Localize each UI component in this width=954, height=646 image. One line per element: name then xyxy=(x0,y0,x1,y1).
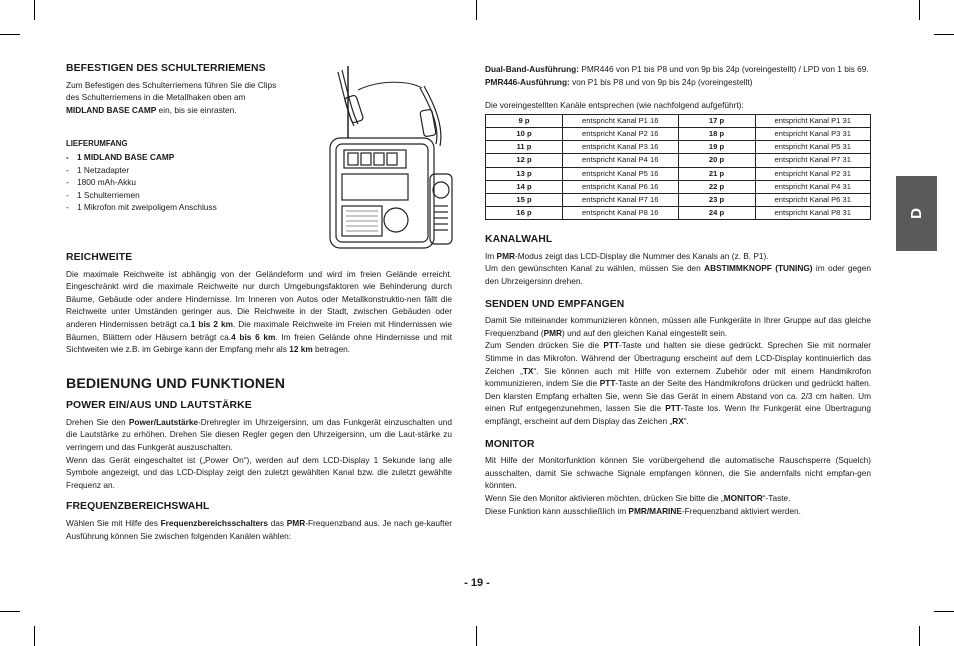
channel-select-heading: KANALWAHL xyxy=(485,234,553,246)
channel-number-cell: 18 p xyxy=(678,127,755,140)
send-text xyxy=(485,314,871,339)
crop-mark xyxy=(0,611,20,612)
section-tab xyxy=(896,176,937,251)
table-row xyxy=(486,127,871,140)
channel-text-2 xyxy=(485,262,871,287)
table-row xyxy=(486,180,871,193)
text-run: “-Taste. xyxy=(762,492,791,503)
text-run: -Modus zeigt das LCD-Display die Nummer des Kanals an (z. B. P1). xyxy=(514,250,769,261)
text-run: . Im freien Gelände ohne Hindernisse und mit Sichtweiten wie z.B. im Gebirge kann der Empfang mehr als xyxy=(66,331,453,355)
crop-mark xyxy=(34,626,35,646)
pmr-version-text xyxy=(485,76,871,89)
channel-mapping-cell: entspricht Kanal P3 31 xyxy=(755,127,871,140)
text-bold: 4 bis 6 km xyxy=(231,331,276,342)
text-run: Im xyxy=(485,250,497,261)
text-run: Zum Senden drücken Sie die xyxy=(485,340,604,351)
channel-number-cell: 11 p xyxy=(486,141,563,154)
channel-number-cell: 19 p xyxy=(678,141,755,154)
delivery-list xyxy=(66,151,452,214)
crop-mark xyxy=(34,0,35,20)
list-item: - 1 MIDLAND BASE CAMP xyxy=(66,151,452,164)
text-bold: Dual-Band-Ausführung: xyxy=(485,64,580,74)
send-text-2 xyxy=(485,339,871,427)
preset-intro: Die voreingestellten Kanäle entsprechen (wie nachfolgend aufgeführt): xyxy=(485,100,744,111)
power-text-2: Wenn das Gerät eingeschaltet ist („Power On“), werden auf dem LCD-Display 1 Sekunde lang alle Symbole angezeigt, und das LCD-Display zeigt den zuletzt gewählten Kanal bzw. die zuletzt gewählte Frequenz an. xyxy=(66,454,452,490)
power-text xyxy=(66,416,452,454)
text-bold: PTT xyxy=(665,403,681,414)
channel-number-cell: 10 p xyxy=(486,127,563,140)
crop-mark xyxy=(476,0,477,20)
shoulder-strap-line xyxy=(66,104,306,117)
channel-mapping-cell: entspricht Kanal P6 31 xyxy=(755,193,871,206)
channel-number-cell: 22 p xyxy=(678,180,755,193)
text-run: ) und auf den gleichen Kanal eingestellt sein. xyxy=(562,327,728,338)
shoulder-strap-line: des Schulterriemens in die Metallhaken oben am xyxy=(66,92,246,103)
list-item: - 1 Netzadapter xyxy=(66,164,452,177)
table-row xyxy=(486,154,871,167)
text-run: Die maximale Reichweite ist abhängig von der Geländeform und wird im freien Gelände erreicht. Eingeschränkt wird die maximale Reichweite nur durch Umgebungsfaktoren wie Behinderung durch Bäume, Gebäude oder andere Hindernisse. Im Inneren von Autos oder Metallkonstruktio-nen fällt die Reichweite unter Umständen geringer aus. Die Reichweite in der Stadt, zwischen Gebäuden oder anderen Hindernissen beträgt ca. xyxy=(66,268,452,329)
text-run: im oder gegen den Uhrzeigersinn drehen. xyxy=(485,263,871,287)
operation-heading: BEDIENUNG UND FUNKTIONEN xyxy=(66,375,286,392)
text-run: -Frequenzband aus. Je nach ge-kaufter Ausführung können Sie zwischen folgenden Kanälen wählen: xyxy=(66,518,452,541)
channel-mapping-cell: entspricht Kanal P5 16 xyxy=(563,167,679,180)
crop-mark xyxy=(934,34,954,35)
text-bold: TX xyxy=(522,365,534,376)
channel-mapping-cell: entspricht Kanal P1 16 xyxy=(563,114,679,127)
delivery-section xyxy=(66,138,452,214)
text-run: Drehen Sie den xyxy=(66,416,129,427)
crop-mark xyxy=(919,626,920,646)
text-run: Wenn Sie den Monitor aktivieren möchten, drücken Sie bitte die „ xyxy=(485,492,724,503)
text-bold: PMR xyxy=(286,518,306,529)
frequency-heading: FREQUENZBEREICHSWAHL xyxy=(66,501,210,513)
text-bold: 1 bis 2 km xyxy=(190,318,233,329)
channel-mapping-cell: entspricht Kanal P2 16 xyxy=(563,127,679,140)
channel-mapping-cell: entspricht Kanal P5 31 xyxy=(755,141,871,154)
channel-number-cell: 20 p xyxy=(678,154,755,167)
crop-mark xyxy=(476,626,477,646)
table-row xyxy=(486,114,871,127)
channel-mapping-cell: entspricht Kanal P4 31 xyxy=(755,180,871,193)
text-run: “. xyxy=(683,416,689,426)
monitor-text: Mit Hilfe der Monitorfunktion können Sie vorübergehend die automatische Rauschsperre (Squelch) ausschalten, damit Sie schwache Signale empfangen können, die Sie andernfalls nicht empfan-gen könnten. xyxy=(485,455,871,491)
table-row xyxy=(486,207,871,220)
table-row xyxy=(486,193,871,206)
list-item: - 1 Mikrofon mit zweipoligem Anschluss xyxy=(66,201,452,214)
text-bold: Power/Lautstärke xyxy=(128,416,199,427)
text-run: das xyxy=(268,518,287,529)
text-bold: PMR/MARINE xyxy=(628,505,682,516)
channel-number-cell: 9 p xyxy=(486,114,563,127)
section-tab-letter: D xyxy=(908,208,925,219)
range-text xyxy=(66,268,452,356)
text-bold: 12 km xyxy=(289,344,313,355)
text-bold: PMR xyxy=(496,250,515,261)
text-run: Wählen Sie mit Hilfe des xyxy=(66,518,161,529)
monitor-text-2 xyxy=(485,492,871,505)
channel-mapping-cell: entspricht Kanal P1 31 xyxy=(755,114,871,127)
table-row xyxy=(486,167,871,180)
text-run: -Taste an der Seite des Handmikrofons drücken und gedrückt halten. Den klarsten Empfang erhalten Sie, wenn Sie das Gerät in einem Abstand von ca. 2/3 cm halten. Um einen Ruf entgegenzunehmen, lassen Sie die xyxy=(485,378,871,414)
shoulder-strap-suffix: ein, bis sie einrasten. xyxy=(156,104,237,115)
channel-mapping-cell: entspricht Kanal P7 31 xyxy=(755,154,871,167)
crop-mark xyxy=(919,0,920,20)
channel-mapping-cell: entspricht Kanal P3 16 xyxy=(563,141,679,154)
channel-text xyxy=(485,250,871,263)
dual-band-text xyxy=(485,63,871,76)
shoulder-strap-line: Zum Befestigen des Schulterriemens führen Sie die Clips xyxy=(66,79,277,90)
product-name: MIDLAND BASE CAMP xyxy=(66,104,157,115)
channel-number-cell: 21 p xyxy=(678,167,755,180)
page-number: - 19 - xyxy=(464,577,490,589)
text-bold: MONITOR xyxy=(723,492,763,503)
channel-number-cell: 23 p xyxy=(678,193,755,206)
text-bold: PMR446-Ausführung: xyxy=(485,76,570,87)
crop-mark xyxy=(934,611,954,612)
shoulder-strap-heading: BEFESTIGEN DES SCHULTERRIEMENS xyxy=(66,63,266,74)
monitor-text-3 xyxy=(485,505,871,518)
channel-number-cell: 14 p xyxy=(486,180,563,193)
channel-table xyxy=(485,114,871,221)
crop-mark xyxy=(0,34,20,35)
text-run: Um den gewünschten Kanal zu wählen, müssen Sie den xyxy=(485,263,705,274)
text-bold: ABSTIMMKNOPF (TUNING) xyxy=(704,263,813,274)
channel-number-cell: 17 p xyxy=(678,114,755,127)
send-receive-heading: SENDEN UND EMPFANGEN xyxy=(485,298,625,310)
list-item: - 1 Schulterriemen xyxy=(66,189,452,202)
channel-mapping-cell: entspricht Kanal P2 31 xyxy=(755,167,871,180)
text-run: “. Sie können auch mit Hilfe von externem Zubehör oder mit einem Handmikrofon kommunizieren, indem Sie die xyxy=(485,365,871,389)
channel-mapping-cell: entspricht Kanal P6 16 xyxy=(563,180,679,193)
text-run: von P1 bis P8 und von 9p bis 24p (voreingestellt) xyxy=(569,76,753,87)
text-run: betragen. xyxy=(312,344,351,355)
text-bold: Frequenzbereichsschalters xyxy=(160,518,269,529)
text-run: . Die maximale Reichweite im Freien mit Hindernissen wie Bäumen, Blättern oder Häusern beträgt ca. xyxy=(66,318,453,342)
text-bold: RX xyxy=(672,416,684,426)
text-run: -Taste und halten sie diese gedrückt. Sprechen Sie mit normaler Stimme in das Mikrofon. Während der Übertragung erscheint auf dem LCD-Display kontinuierlich das Zeichen „ xyxy=(485,340,871,376)
text-run: Damit Sie miteinander kommunizieren können, müssen alle Funkgeräte in Ihrer Gruppe auf das gleiche Frequenzband ( xyxy=(485,315,871,338)
power-heading: POWER EIN/AUS UND LAUTSTÄRKE xyxy=(66,400,252,412)
channel-mapping-cell: entspricht Kanal P4 16 xyxy=(563,154,679,167)
channel-number-cell: 16 p xyxy=(486,207,563,220)
list-item: - 1800 mAh-Akku xyxy=(66,176,452,189)
text-bold: PTT xyxy=(603,340,620,351)
text-run: -Frequenzband aktiviert werden. xyxy=(681,505,801,516)
shoulder-strap-text xyxy=(66,79,306,117)
right-column xyxy=(485,63,871,517)
channel-number-cell: 24 p xyxy=(678,207,755,220)
text-run: -Drehregler im Uhrzeigersinn, um das Funkgerät einzuschalten und die Lautstärke zu erhöhen. Drehen Sie diesen Regler gegen den Uhrzeigersinn, um die Laut-stärke zu verringern und das Funkgerät auszuschalten. xyxy=(66,416,452,453)
table-row xyxy=(486,141,871,154)
text-run: -Taste los. Wenn Ihr Funkgerät eine Übertragung empfängt, erscheint auf dem Display das Zeichen „ xyxy=(485,403,871,426)
monitor-heading: MONITOR xyxy=(485,438,535,450)
channel-number-cell: 12 p xyxy=(486,154,563,167)
channel-mapping-cell: entspricht Kanal P7 16 xyxy=(563,193,679,206)
range-heading: REICHWEITE xyxy=(66,251,133,263)
text-run: PMR446 von P1 bis P8 und von 9p bis 24p (voreingestellt) / LPD von 1 bis 69. xyxy=(579,64,869,74)
channel-number-cell: 15 p xyxy=(486,193,563,206)
frequency-text xyxy=(66,517,452,542)
text-bold: PMR xyxy=(543,327,563,338)
left-column xyxy=(66,63,452,542)
channel-mapping-cell: entspricht Kanal P8 31 xyxy=(755,207,871,220)
channel-mapping-cell: entspricht Kanal P8 16 xyxy=(563,207,679,220)
text-run: Diese Funktion kann ausschließlich im xyxy=(485,505,629,516)
text-bold: PTT xyxy=(599,378,616,389)
delivery-heading: LIEFERUMFANG xyxy=(66,139,128,149)
channel-number-cell: 13 p xyxy=(486,167,563,180)
